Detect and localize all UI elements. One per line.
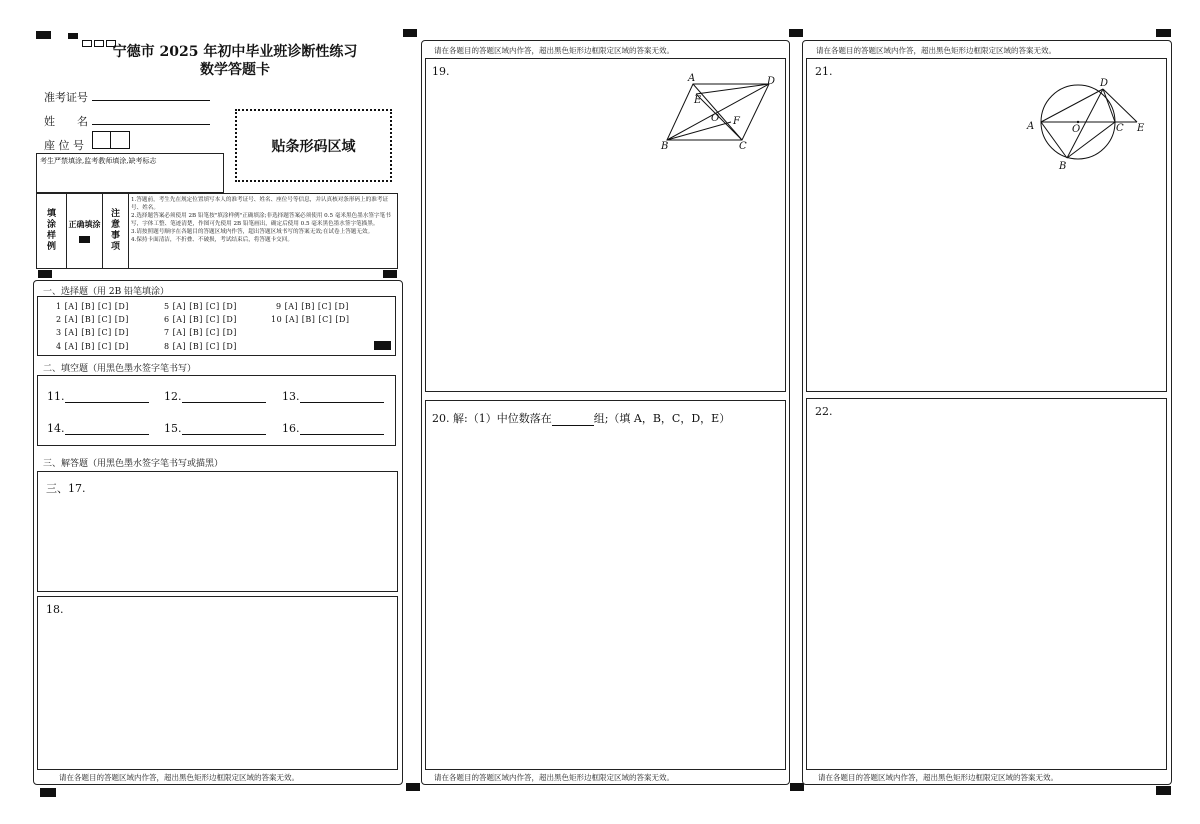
column-marker-boxes (82, 32, 128, 40)
note-2: 2.选择题答案必须使用 2B 铅笔按"填涂样例"正确填涂;非选择题答案必须使用 0.5 毫米黑色墨水签字笔书写，字体工整、笔迹清楚，作图可先使用 2B 铅笔画出，确定后使用 0.5 毫米黑色墨水签字笔描黑。 (131, 213, 391, 227)
fig21-label-O: O (1072, 124, 1081, 135)
bottom-hint-middle: 请在各题目的答题区域内作答，超出黑色矩形边框限定区域的答案无效。 (434, 773, 674, 782)
answer-section-title: 三、解答题（用黑色墨水签字笔书写或描黑） (43, 459, 224, 469)
sample-notes-box (36, 193, 398, 269)
choice-q1[interactable]: 1 [A] [B] [C] [D] (56, 302, 129, 311)
answer-box-22[interactable] (806, 398, 1167, 770)
choice-section-title: 一、选择题（用 2B 铅笔填涂） (43, 287, 170, 297)
q20-prompt (432, 410, 730, 426)
corner-marker-bottom-right (1156, 786, 1171, 795)
fill-box (37, 375, 396, 446)
correct-fill-sample (79, 236, 90, 243)
fig19-label-E: E (694, 95, 702, 106)
fill-q16-label: 16. (282, 422, 300, 435)
fill-q11-label: 11. (47, 390, 65, 403)
q19-label: 19. (432, 65, 450, 78)
choice-q9[interactable]: 9 [A] [B] [C] [D] (276, 302, 349, 311)
choice-q2[interactable]: 2 [A] [B] [C] [D] (56, 315, 129, 324)
note-1: 1.答题前，考生先在规定位置填写本人的准考证号、姓名、座位号等信息，并认真核对条形码上的准考证号、姓名。 (131, 197, 389, 211)
name-field[interactable] (92, 124, 210, 125)
seat-box-1[interactable] (92, 131, 111, 149)
sample-label-char-2: 涂 (46, 220, 56, 230)
q21-label: 21. (815, 65, 833, 78)
absent-mark-box (36, 153, 224, 193)
top-hint-right: 请在各题目的答题区域内作答，超出黑色矩形边框限定区域的答案无效。 (816, 46, 1056, 55)
fill-q13-label: 13. (282, 390, 300, 403)
corner-marker-top-right (1156, 29, 1171, 37)
q20-blank[interactable] (552, 425, 594, 426)
choice-q8[interactable]: 8 [A] [B] [C] [D] (164, 342, 237, 351)
exam-no-field[interactable] (92, 100, 210, 101)
q20-suffix: 组;（填 A，B，C，D，E） (593, 412, 731, 425)
barcode-area-label: 贴条形码区域 (271, 138, 356, 155)
fill-section-title: 二、填空题（用黑色墨水签字笔书写） (43, 364, 197, 374)
notes-label-char-3: 事 (110, 231, 120, 241)
answer-box-18[interactable] (37, 596, 398, 770)
notes-text (131, 196, 395, 244)
fig19-label-A: A (688, 73, 696, 84)
choice-box-marker (374, 341, 391, 350)
figure-19-parallelogram (655, 72, 780, 152)
side-marker-left (38, 270, 52, 278)
choice-q3[interactable]: 3 [A] [B] [C] [D] (56, 328, 129, 337)
fig21-label-D: D (1100, 78, 1109, 89)
q22-label: 22. (815, 405, 833, 418)
choice-q10[interactable]: 10 [A] [B] [C] [D] (271, 315, 350, 324)
sample-label-char-1: 填 (46, 209, 56, 219)
fig21-label-A: A (1027, 121, 1035, 132)
corner-marker-top-left (36, 31, 51, 39)
fig19-label-D: D (767, 76, 776, 87)
answer-box-20[interactable] (425, 400, 786, 770)
note-4: 4.保持卡面清洁，不折叠、不破损，考试结束后，将答题卡交回。 (131, 237, 293, 243)
fill-q12-label: 12. (164, 390, 182, 403)
seat-label: 座 位 号 (44, 139, 84, 152)
page-title: 宁德市 2025 年初中毕业班诊断性练习 (112, 44, 358, 60)
q18-label: 18. (46, 603, 64, 616)
sample-label-char-3: 样 (46, 231, 56, 241)
fig21-label-C: C (1116, 123, 1124, 134)
fill-q14[interactable] (47, 422, 149, 435)
name-label: 姓 名 (44, 115, 88, 128)
fill-q14-label: 14. (47, 422, 65, 435)
q20-prefix: 20. 解:（1）中位数落在 (432, 412, 552, 425)
answer-box-17[interactable] (37, 471, 398, 592)
fig19-label-O: O (711, 113, 720, 124)
page-subtitle: 数学答题卡 (200, 62, 270, 78)
seat-box-2[interactable] (110, 131, 130, 149)
note-3: 3.请按照题号顺序在各题目的答题区域内作答，超出答题区域书写的答案无效;在试卷上答题无效。 (131, 229, 374, 235)
barcode-area (235, 109, 392, 182)
choice-q5[interactable]: 5 [A] [B] [C] [D] (164, 302, 237, 311)
choice-q7[interactable]: 7 [A] [B] [C] [D] (164, 328, 237, 337)
choice-q6[interactable]: 6 [A] [B] [C] [D] (164, 315, 237, 324)
figure-21-circle (1022, 74, 1152, 174)
corner-marker-bottom-mid2 (790, 783, 804, 791)
choice-q4[interactable]: 4 [A] [B] [C] [D] (56, 342, 129, 351)
column-marker-top-left (68, 33, 78, 39)
bottom-hint-right: 请在各题目的答题区域内作答，超出黑色矩形边框限定区域的答案无效。 (818, 773, 1058, 782)
fill-q12[interactable] (164, 390, 266, 403)
absent-note: 考生严禁填涂,监考教师填涂,缺考标志 (40, 157, 157, 165)
exam-no-label: 准考证号 (44, 91, 88, 104)
fill-q16[interactable] (282, 422, 384, 435)
bottom-hint-left: 请在各题目的答题区域内作答，超出黑色矩形边框限定区域的答案无效。 (59, 773, 299, 782)
notes-label-char-4: 项 (110, 242, 120, 252)
correct-fill-col (67, 194, 103, 268)
fig19-label-B: B (661, 141, 669, 152)
fig21-label-B: B (1059, 161, 1067, 172)
fig19-label-C: C (739, 141, 747, 152)
fill-q15[interactable] (164, 422, 266, 435)
fig19-label-F: F (733, 116, 740, 127)
corner-marker-bottom-mid1 (406, 783, 420, 791)
notes-label-col (103, 194, 129, 268)
sample-label-col (37, 194, 67, 268)
fig21-label-E: E (1137, 123, 1145, 134)
corner-marker-top-mid1 (403, 29, 417, 37)
side-marker-right (383, 270, 397, 278)
q17-label: 三、17. (46, 482, 86, 495)
notes-label-char-2: 意 (110, 220, 120, 230)
correct-fill-label: 正确填涂 (68, 219, 101, 229)
fill-q13[interactable] (282, 390, 384, 403)
corner-marker-top-mid2 (789, 29, 803, 37)
fill-q11[interactable] (47, 390, 149, 403)
sample-label-char-4: 例 (46, 242, 56, 252)
top-hint-middle: 请在各题目的答题区域内作答，超出黑色矩形边框限定区域的答案无效。 (434, 46, 674, 55)
fill-q15-label: 15. (164, 422, 182, 435)
corner-marker-bottom-left (40, 788, 56, 797)
notes-label-char-1: 注 (110, 209, 120, 219)
